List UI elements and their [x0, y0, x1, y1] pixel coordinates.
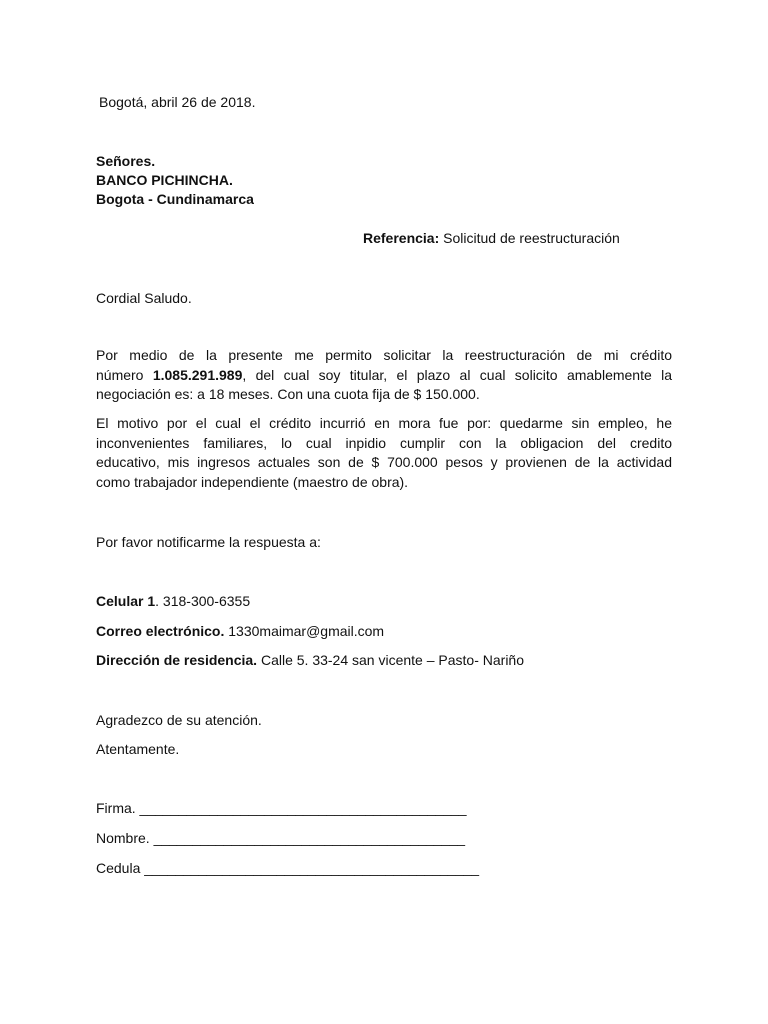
paragraph-reason-line-4: como trabajador independiente (maestro de obra).	[96, 473, 409, 490]
credit-number-suffix: , del cual soy titular, el plazo al cual solicito amablemente la	[242, 366, 673, 383]
phone-value: . 318-300-6355	[155, 593, 251, 609]
letter-date: Bogotá, abril 26 de 2018.	[99, 94, 256, 110]
address-label: Dirección de residencia.	[96, 652, 258, 668]
paragraph-request-line-1: Por medio de la presente me permito solicitar la reestructuración de mi crédito	[96, 347, 672, 363]
recipient-bank: BANCO PICHINCHA.	[96, 172, 233, 188]
recipient-salutation: Señores.	[96, 153, 156, 169]
notify-text: Por favor notificarme la respuesta a:	[96, 534, 321, 550]
thanks-text: Agradezco de su atención.	[96, 712, 262, 728]
paragraph-request-line-3: negociación es: a 18 meses. Con una cuota fija de $ 150.000.	[96, 386, 480, 402]
paragraph-reason-line-1: El motivo por el cual el crédito incurrió en mora fue por: quedarme sin empleo, he	[96, 415, 672, 431]
contact-email	[96, 621, 384, 641]
reference-label: Referencia:	[363, 230, 440, 246]
paragraph-reason	[96, 414, 672, 492]
signature-firma-line: Firma. __________________________________________	[96, 800, 467, 816]
credit-number-prefix: número	[96, 366, 153, 383]
signature-nombre-line: Nombre. ________________________________________	[96, 830, 466, 846]
paragraph-reason-line-2: inconvenientes familiares, lo cual inpidio cumplir con la obligacion del credito	[96, 434, 672, 451]
signature-cedula-line: Cedula ___________________________________________	[96, 860, 480, 876]
closing-text: Atentamente.	[96, 741, 180, 757]
email-label: Correo electrónico.	[96, 623, 225, 639]
greeting: Cordial Saludo.	[96, 290, 192, 306]
paragraph-request	[96, 346, 672, 405]
contact-phone	[96, 591, 250, 611]
reference-line	[363, 228, 620, 248]
address-value: Calle 5. 33-24 san vicente – Pasto- Nariño	[257, 652, 525, 668]
email-value: 1330maimar@gmail.com	[224, 623, 385, 639]
credit-number: 1.085.291.989	[152, 366, 243, 383]
paragraph-request-line-2	[96, 366, 672, 386]
reference-text: Solicitud de reestructuración	[439, 230, 620, 246]
paragraph-reason-line-3: educativo, mis ingresos actuales son de $ 700.000 pesos y provienen de la actividad	[96, 454, 672, 470]
contact-address	[96, 650, 524, 670]
recipient-city: Bogota - Cundinamarca	[96, 191, 254, 207]
phone-label: Celular 1	[96, 593, 156, 609]
